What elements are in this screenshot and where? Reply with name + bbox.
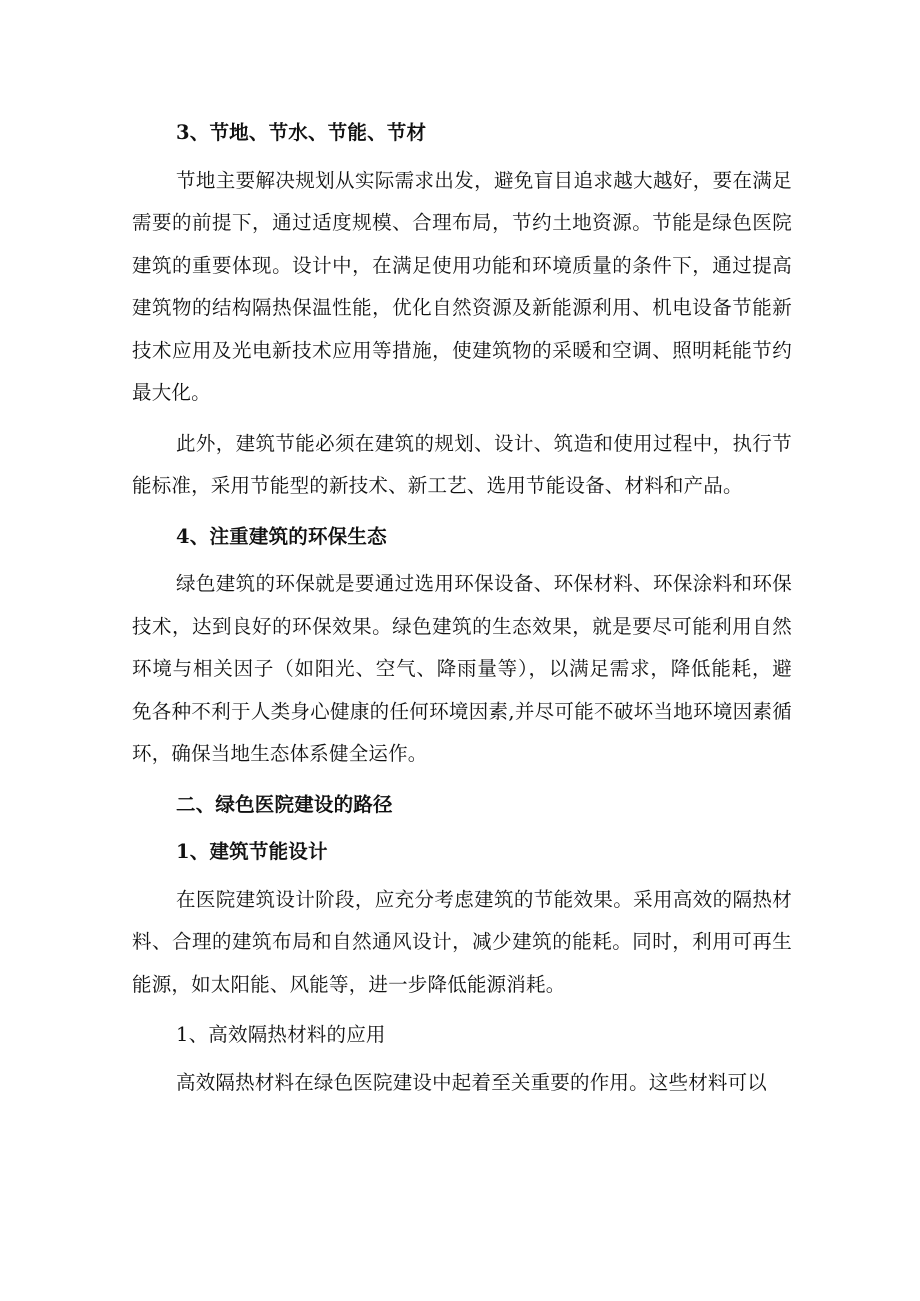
subsection-heading-insulation: 1、高效隔热材料的应用 (176, 1023, 386, 1046)
chapter-heading-2: 二、绿色医院建设的路径 (176, 792, 393, 816)
paragraph-land-energy-saving: 节地主要解决规划从实际需求出发，避免盲目追求越大越好，要在满足需要的前提下，通过适度规模、合理布局，节约土地资源。节能是绿色医院建筑的重要体现。设计中，在满足使用功能和环境质量的条件下，通过提高建筑物的结构隔热保温性能，优化自然资源及新能源利用、机电设备节能新技术应用及光电新技术应用等措施，使建筑物的采暖和空调、照明耗能节约最大化。 (132, 168, 792, 404)
section-heading-4: 4、注重建筑的环保生态 (176, 524, 387, 548)
document-body (132, 112, 792, 1112)
paragraph-eco-environment: 绿色建筑的环保就是要通过选用环保设备、环保材料、环保涂料和环保技术，达到良好的环保效果。绿色建筑的生态效果，就是要尽可能利用自然环境与相关因子（如阳光、空气、降雨量等），以满足需求，降低能耗，避免各种不利于人类身心健康的任何环境因素,并尽可能不破坏当地环境因素循环，确保当地生态体系健全运作。 (132, 572, 792, 765)
section-heading-3: 3、节地、节水、节能、节材 (176, 121, 427, 144)
paragraph-energy-standards: 此外，建筑节能必须在建筑的规划、设计、筑造和使用过程中，执行节能标准，采用节能型的新技术、新工艺、选用节能设备、材料和产品。 (132, 431, 792, 497)
paragraph-insulation-materials: 高效隔热材料在绿色医院建设中起着至关重要的作用。这些材料可以 (176, 1070, 768, 1094)
subsection-heading-1: 1、建筑节能设计 (176, 840, 328, 863)
paragraph-building-energy-design: 在医院建筑设计阶段，应充分考虑建筑的节能效果。采用高效的隔热材料、合理的建筑布局和自然通风设计，减少建筑的能耗。同时，利用可再生能源，如太阳能、风能等，进一步降低能源消耗。 (132, 887, 792, 996)
